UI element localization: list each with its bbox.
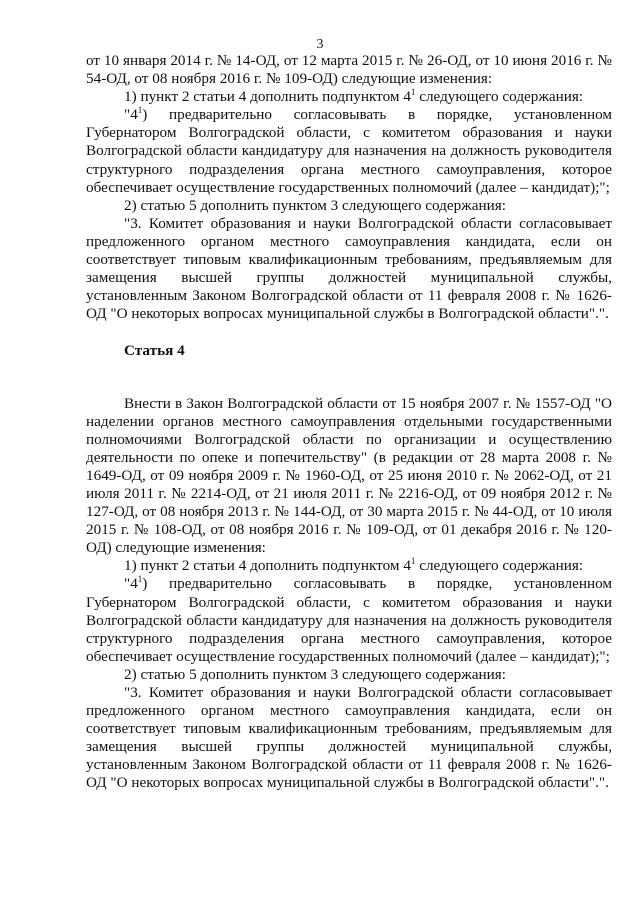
article3-item2: 2) статью 5 дополнить пунктом 3 следующего содержания: — [124, 196, 506, 214]
article3-quote1-text: ) предварительно согласовывать в порядке, установленном Губернатором Волгоградской области, с комитетом образования и науки Волгоградской области кандидатуру для назначения на должность руководителя структурного подразделения органа местного самоуправления, которое обеспечивает осуществление государственных полномочий (далее – кандидат);"; — [86, 106, 612, 196]
article3-item1 — [86, 88, 612, 106]
article3-item1-text: 1) пункт 2 статьи 4 дополнить подпунктом 4 — [124, 88, 411, 106]
article4-quote1-text: ) предварительно согласовывать в порядке, установленном Губернатором Волгоградской области, с комитетом образования и науки Волгоградской области кандидатуру для назначения на должность руководителя структурного подразделения органа местного самоуправления, которое обеспечивает осуществление государственных полномочий (далее – кандидат);"; — [86, 575, 612, 665]
article3-quote1 — [86, 106, 612, 196]
article4-quote1 — [86, 575, 612, 665]
article4-heading: Статья 4 — [124, 342, 185, 360]
article3-item1-tail: следующего содержания: — [415, 88, 584, 106]
article4-quote2: "3. Комитет образования и науки Волгоградской области согласовывает предложенного органом местного самоуправления кандидата, если он соответствует типовым квалификационным требованиям, предъявляемым для замещения высшей группы должностей муниципальной службы, установленным Законом Волгоградской области от 11 февраля 2008 г. № 1626-ОД "О некоторых вопросах муниципальной службы в Волгоградской области".". — [86, 684, 612, 792]
article3-item1-sup: 1 — [410, 87, 416, 98]
article4-item1-sup: 1 — [410, 556, 416, 567]
article3-quote1-num: "4 — [124, 106, 138, 124]
article3-quote2: "3. Комитет образования и науки Волгоградской области согласовывает предложенного органом местного самоуправления кандидата, если он соответствует типовым квалификационным требованиям, предъявляемым для замещения высшей группы должностей муниципальной службы, установленным Законом Волгоградской области от 11 февраля 2008 г. № 1626-ОД "О некоторых вопросах муниципальной службы в Волгоградской области".". — [86, 214, 612, 323]
article4-quote1-num: "4 — [124, 575, 138, 593]
article3-intro-continuation: от 10 января 2014 г. № 14-ОД, от 12 марта 2015 г. № 26-ОД, от 10 июня 2016 г. № 54-ОД, от 08 ноября 2016 г. № 109-ОД) следующие изменения: — [86, 52, 612, 88]
article4-intro: Внести в Закон Волгоградской области от 15 ноября 2007 г. № 1557-ОД "О наделении органов местного самоуправления отдельными государственными полномочиями Волгоградской области по организации и осуществлению деятельности по опеке и попечительству" (в редакции от 28 марта 2008 г. № 1649-ОД, от 09 ноября 2009 г. № 1960-ОД, от 25 июня 2010 г. № 2062-ОД, от 21 июля 2011 г. № 2214-ОД, от 21 июля 2011 г. № 2216-ОД, от 09 ноября 2012 г. № 127-ОД, от 08 ноября 2013 г. № 144-ОД, от 30 марта 2015 г. № 44-ОД, от 10 июля 2015 г. № 108-ОД, от 08 ноября 2016 г. № 109-ОД, от 01 декабря 2016 г. № 120-ОД) следующие изменения: — [86, 394, 612, 557]
article4-quote1-sup: 1 — [137, 574, 143, 585]
article4-item1-text: 1) пункт 2 статьи 4 дополнить подпунктом 4 — [124, 557, 411, 575]
article4-item1 — [86, 557, 612, 575]
page-number: 3 — [316, 37, 324, 52]
article4-item2: 2) статью 5 дополнить пунктом 3 следующего содержания: — [124, 665, 506, 683]
article4-item1-tail: следующего содержания: — [415, 557, 584, 575]
article3-quote1-sup: 1 — [137, 105, 143, 116]
page-body — [86, 52, 612, 793]
